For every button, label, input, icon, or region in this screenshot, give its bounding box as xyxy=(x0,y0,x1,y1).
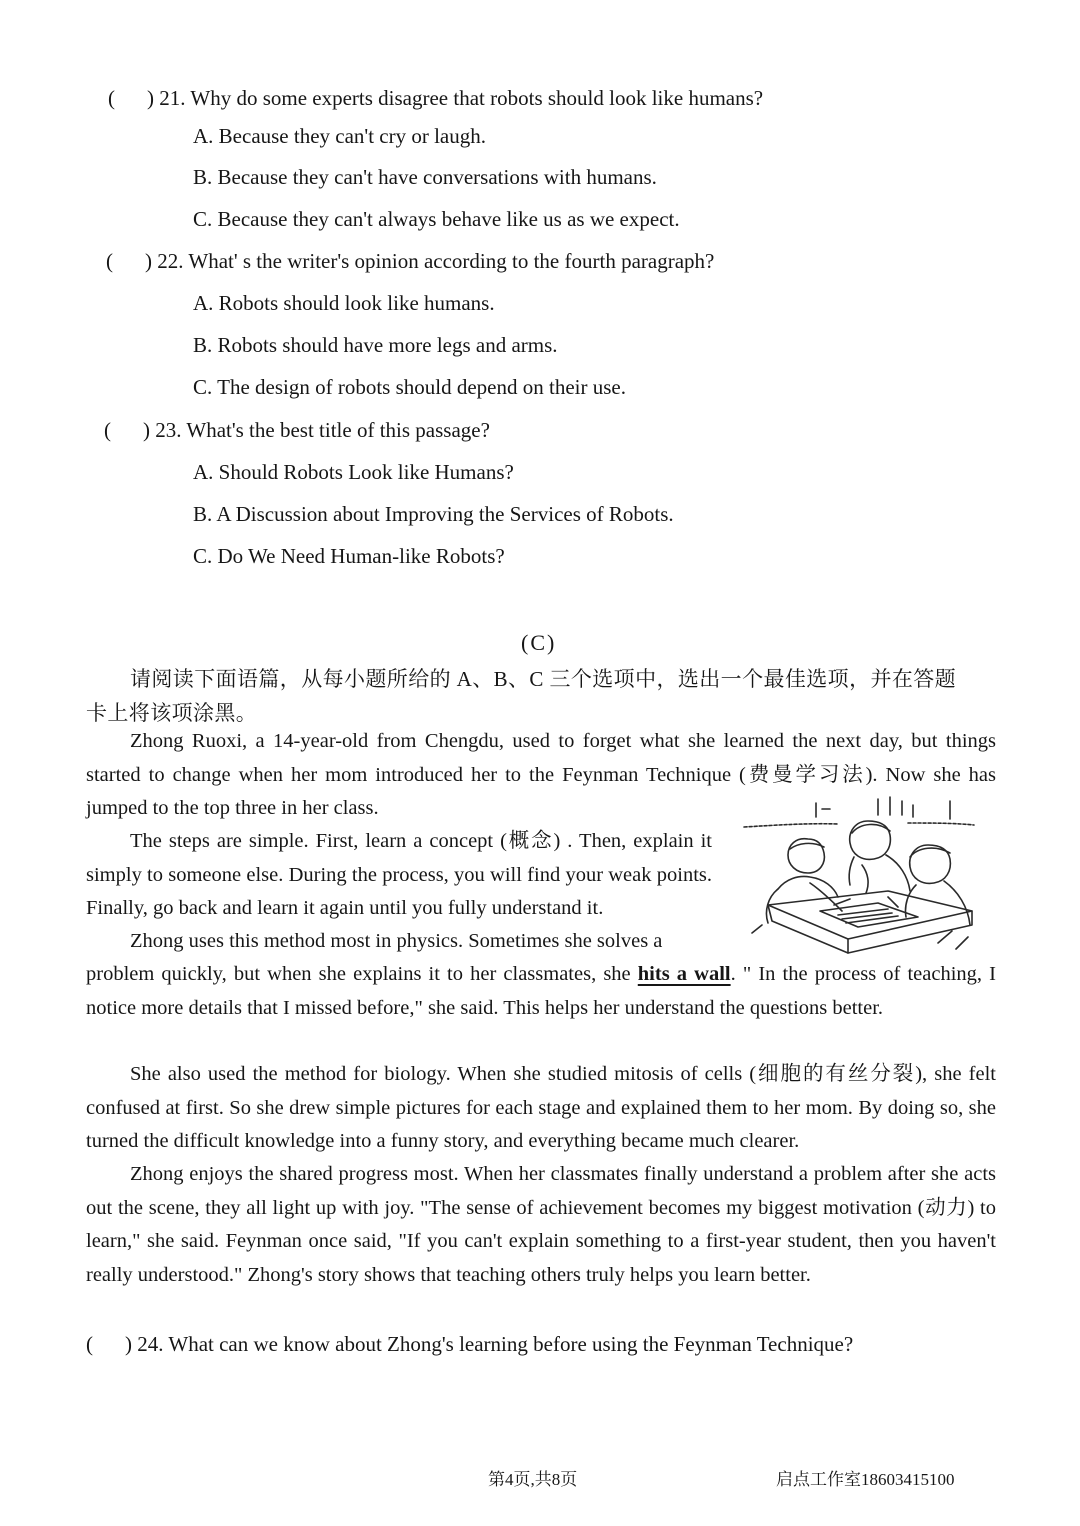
question-21-stem: 21. Why do some experts disagree that robots should look like humans? xyxy=(159,86,764,110)
passage-paragraph-2: The steps are simple. First, learn a concept (概念) . Then, explain it simply to someone else. During the process, you will find your weak points. Finally, go back and learn it again until you fully understand it. xyxy=(86,830,712,919)
footer-studio-contact: 启点工作室18603415100 xyxy=(776,1470,955,1489)
question-21: ( ) 21. Why do some experts disagree that robots should look like humans? xyxy=(108,86,764,110)
question-23-stem: 23. What's the best title of this passage? xyxy=(155,418,490,442)
footer-page-number: 第4页,共8页 xyxy=(488,1470,578,1489)
q21-option-c: C. Because they can't always behave like us as we expect. xyxy=(193,207,680,231)
paragraph-3-text-before: problem quickly, but when she explains it to her classmates, she xyxy=(86,963,638,985)
students-studying-illustration xyxy=(738,793,978,958)
question-22: ( ) 22. What' s the writer's opinion according to the fourth paragraph? xyxy=(106,249,715,273)
q23-option-b: B. A Discussion about Improving the Services of Robots. xyxy=(193,502,674,526)
q23-option-a: A. Should Robots Look like Humans? xyxy=(193,460,514,484)
q21-option-b: B. Because they can't have conversations with humans. xyxy=(193,165,657,189)
q21-option-a: A. Because they can't cry or laugh. xyxy=(193,124,487,148)
question-23: ( ) 23. What's the best title of this passage? xyxy=(104,418,490,442)
section-c-instruction-line1: 请阅读下面语篇，从每小题所给的 A、B、C 三个选项中，选出一个最佳选项，并在答题 xyxy=(130,667,957,691)
passage-paragraph-3-start: Zhong uses this method most in physics. Sometimes she solves a xyxy=(130,930,663,952)
passage-paragraph-3-rest xyxy=(86,958,996,1025)
question-24: ( ) 24. What can we know about Zhong's learning before using the Feynman Technique? xyxy=(86,1332,854,1356)
question-24-stem: 24. What can we know about Zhong's learning before using the Feynman Technique? xyxy=(137,1332,854,1356)
section-c-label: (C) xyxy=(521,630,557,655)
q22-option-a: A. Robots should look like humans. xyxy=(193,291,495,315)
passage-paragraph-5: Zhong enjoys the shared progress most. When her classmates finally understand a problem after she acts out the scene, they all light up with joy. "The sense of achievement becomes my biggest motivation (动力) to learn," she said. Feynman once said, "If you can't explain something to a first-year student, then you haven't really understood." Zhong's story shows that teaching others truly helps you learn better. xyxy=(86,1163,996,1286)
highlight-hits-a-wall: hits a wall xyxy=(637,963,731,985)
passage-paragraph-4: She also used the method for biology. When she studied mitosis of cells (细胞的有丝分裂), she felt confused at first. So she drew simple pictures for each stage and explained them to her mom. By doing so, she turned the difficult knowledge into a funny story, and everything became much clearer. xyxy=(86,1063,996,1152)
passage-paragraph-1: Zhong Ruoxi, a 14-year-old from Chengdu, used to forget what she learned the next day, but things started to change when her mom introduced her to the Feynman Technique (费曼学习法). Now she has jumped to the top three in her class. xyxy=(86,730,996,819)
q22-option-b: B. Robots should have more legs and arms. xyxy=(193,333,558,357)
question-22-stem: 22. What' s the writer's opinion according to the fourth paragraph? xyxy=(157,249,715,273)
section-c-instruction-line2: 卡上将该项涂黑。 xyxy=(86,701,258,725)
paragraph-3-text-after: . " In the process of teaching, I notice more details that I missed before," she said. This helps her understand the questions better. xyxy=(86,963,996,1019)
q22-option-c: C. The design of robots should depend on their use. xyxy=(193,375,626,399)
q23-option-c: C. Do We Need Human-like Robots? xyxy=(193,544,505,568)
